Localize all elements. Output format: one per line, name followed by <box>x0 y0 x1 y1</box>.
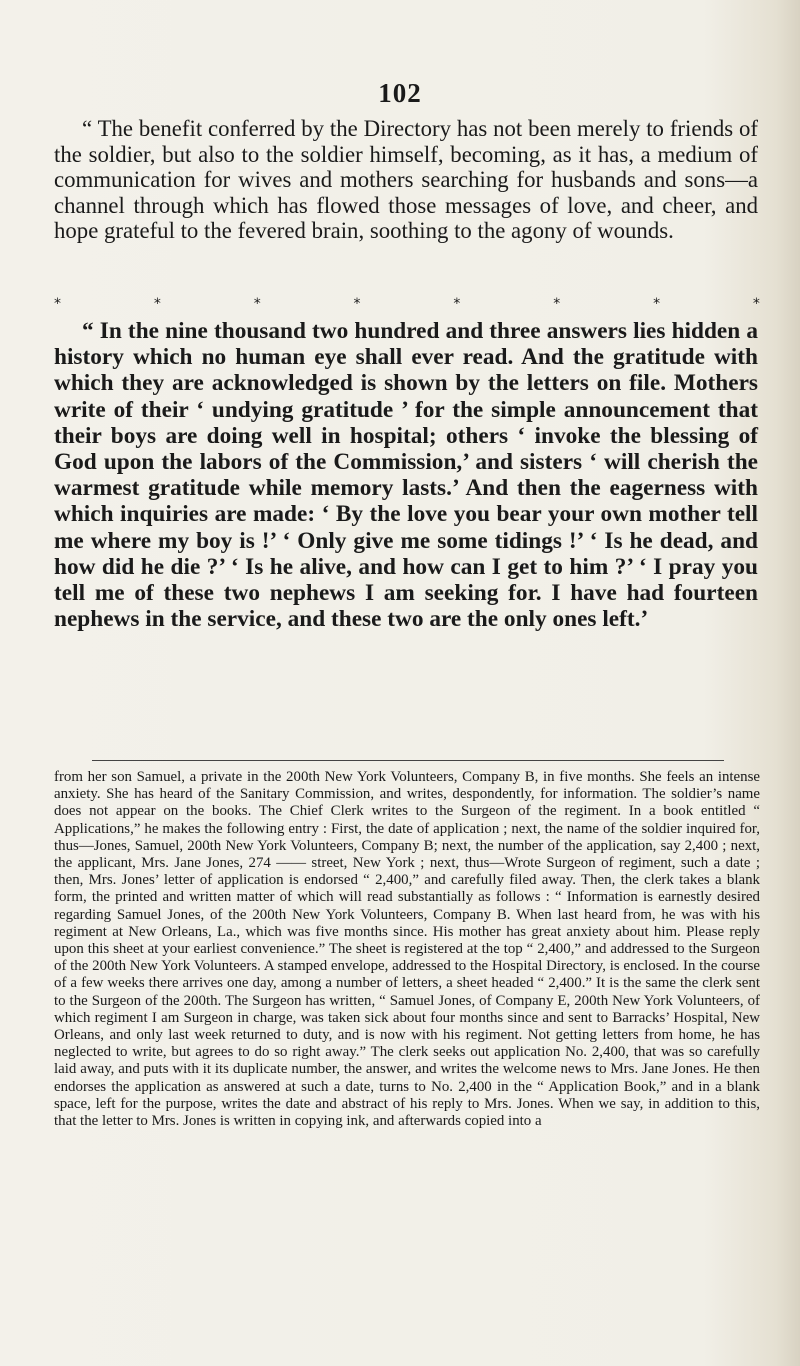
star: * <box>453 296 461 312</box>
star: * <box>553 296 561 312</box>
main-text <box>54 116 758 244</box>
star: * <box>54 296 61 312</box>
star: * <box>653 296 661 312</box>
footnote: from her son Samuel, a private in the 200th New York Volunteers, Company B, in five months. She feels an intense anxiety. She has heard of the Sanitary Commission, and writes, despondently, for information. The soldier’s name does not appear on the books. The Chief Clerk writes to the Surgeon of the regiment. In a book entitled “ Applications,” he makes the following entry : First, the date of application ; next, the name of the soldier inquired for, thus—Jones, Samuel, 200th New York Volunteers, Company B; next, the number of the application, say 2,400 ; next, the applicant, Mrs. Jane Jones, 274 —— street, New York ; next, thus—Wrote Surgeon of regiment, such a date ; then, Mrs. Jones’ letter of application is endorsed “ 2,400,” and carefully filed away. Then, the clerk takes a blank form, the printed and written matter of which will read substantially as follows : “ Information is earnestly desired regarding Samuel Jones, of the 200th New York Volunteers, Company B. When last heard from, he was with his regiment at New Orleans, La., which was five months since. His mother has great anxiety about him. Please reply upon this sheet at your earliest convenience.” The sheet is registered at the top “ 2,400,” and addressed to the Surgeon of the 200th New York Volunteers. A stamped envelope, addressed to the Hospital Directory, is enclosed. In the course of a few weeks there arrives one day, among a number of letters, a sheet headed “ 2,400.” It is the same the clerk sent to the Surgeon of the 200th. The Surgeon has written, “ Samuel Jones, of Company E, 200th New York Volunteers, of which regiment I am Surgeon in charge, was taken sick about four months since and sent to Barracks’ Hospital, New Orleans, and only last week returned to duty, and is now with his regiment. Not getting letters from home, he has neglected to write, but agrees to do so right away.” The clerk seeks out application No. 2,400, that was so carefully laid away, and puts with it its duplicate number, the answer, and writes the welcome news to Mrs. Jane Jones. He then endorses the application as answered at such a date, turns to No. 2,400 in the “ Application Book,” and in a blank space, left for the purpose, writes the date and abstract of his reply to Mrs. Jones. When we say, in addition to this, that the letter to Mrs. Jones is written in copying ink, and afterwards copied into a <box>54 769 760 1130</box>
star: * <box>253 296 261 312</box>
star: * <box>353 296 361 312</box>
page-number: 102 <box>378 78 422 108</box>
section-break-stars <box>54 296 760 312</box>
star: * <box>752 296 760 312</box>
star: * <box>153 296 161 312</box>
paragraph-1: “ The benefit conferred by the Directory has not been merely to friends of the soldier, but also to the soldier himself, becoming, as it has, a medium of communication for wives and mothers searching for husbands and sons—a channel through which has flowed those messages of love, and cheer, and hope grateful to the fevered brain, soothing to the agony of wounds. <box>54 116 758 244</box>
paragraph-2: “ In the nine thousand two hundred and three answers lies hidden a history which no human eye shall ever read. And the gratitude with which they are acknowledged is shown by the letters on file. Mothers write of their ‘ undying gratitude ’ for the simple announcement that their boys are doing well in hospital; others ‘ invoke the blessing of God upon the labors of the Commission,’ and sisters ‘ will cherish the warmest gratitude while memory lasts.’ And then the eagerness with which inquiries are made: ‘ By the love you bear your own mother tell me where my boy is !’ ‘ Only give me some tidings !’ ‘ Is he dead, and how did he die ?’ ‘ Is he alive, and how can I get to him ?’ ‘ I pray you tell me of these two nephews I am seeking for. I have had fourteen nephews in the service, and these two are the only ones left.’ <box>54 318 758 633</box>
footnote-divider <box>92 760 724 761</box>
